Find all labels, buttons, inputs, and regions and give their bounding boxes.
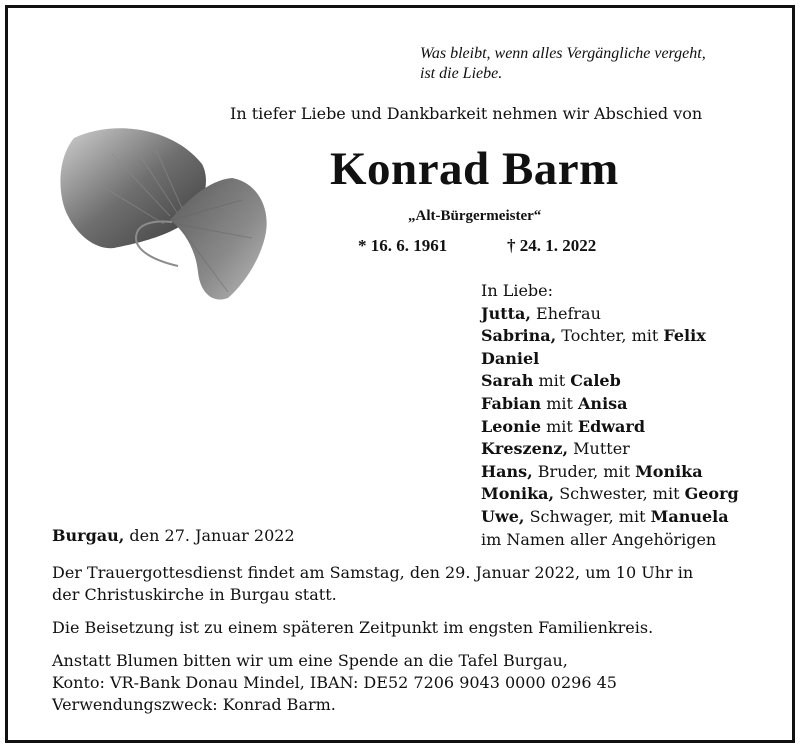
partner-name: Felix (663, 326, 706, 346)
family-closing: im Namen aller Angehörigen (481, 529, 717, 549)
deceased-name: Konrad Barm (330, 143, 619, 195)
relation: Schwager, mit (524, 506, 651, 526)
list-item (481, 483, 781, 506)
donation-info (52, 650, 752, 716)
relative-name: Sabrina, (481, 326, 557, 346)
relative-name: Kreszenz, (481, 439, 569, 459)
service-info (52, 562, 752, 606)
relative-name: Leonie (481, 416, 541, 436)
deceased-title: „Alt-Bürgermeister“ (408, 208, 542, 224)
relation: Mutter (568, 439, 630, 459)
service-line-2: der Christuskirche in Burgau statt. (52, 585, 337, 604)
list-item (481, 348, 781, 371)
birth-date: * 16. 6. 1961 (358, 236, 448, 255)
relative-name: Fabian (481, 393, 542, 413)
list-item (481, 370, 781, 393)
relative-name: Monika, (481, 484, 555, 504)
place-date (52, 526, 295, 545)
relation: mit (533, 371, 571, 391)
relation: mit (541, 416, 578, 436)
list-item (481, 393, 781, 416)
relative-name: Jutta, (481, 303, 531, 323)
donation-line-3: Verwendungszweck: Konrad Barm. (52, 695, 336, 714)
list-item (481, 506, 781, 529)
relation: Schwester, mit (554, 484, 685, 504)
relation: Bruder, mit (532, 461, 636, 481)
ginkgo-leaves-icon (52, 120, 274, 305)
relation: Tochter, mit (556, 326, 664, 346)
partner-name: Georg (684, 484, 739, 504)
partner-name: Edward (577, 416, 646, 436)
donation-line-2: Konto: VR-Bank Donau Mindel, IBAN: DE52 7206 9043 0000 0296 45 (52, 673, 617, 692)
quote-line-2: ist die Liebe. (420, 65, 503, 82)
list-item (481, 325, 781, 348)
list-item (481, 303, 781, 326)
family-heading: In Liebe: (481, 281, 554, 300)
notice-date: den 27. Januar 2022 (124, 526, 295, 545)
list-item (481, 416, 781, 439)
relative-name: Hans, (481, 461, 533, 481)
donation-line-1: Anstatt Blumen bitten wir um eine Spende an die Tafel Burgau, (52, 651, 568, 670)
service-line-1: Der Trauergottesdienst findet am Samstag, den 29. Januar 2022, um 10 Uhr in (52, 563, 694, 582)
death-date: † 24. 1. 2022 (507, 236, 597, 255)
burial-info: Die Beisetzung ist zu einem späteren Zeitpunkt im engsten Familienkreis. (52, 618, 654, 637)
partner-name: Monika (635, 461, 703, 481)
family-list (481, 280, 781, 551)
relative-name: Sarah (481, 371, 534, 391)
memorial-quote (420, 44, 770, 84)
relation: Ehefrau (530, 303, 601, 323)
list-item (481, 461, 781, 484)
quote-line-1: Was bleibt, wenn alles Vergängliche vergeht, (420, 45, 706, 62)
partner-name: Caleb (570, 371, 621, 391)
relative-name: Uwe, (481, 506, 525, 526)
partner-name: Anisa (578, 393, 628, 413)
place-city: Burgau, (52, 526, 125, 545)
partner-name: Manuela (650, 506, 729, 526)
list-item (481, 438, 781, 461)
relative-name: Daniel (481, 348, 540, 368)
farewell-intro: In tiefer Liebe und Dankbarkeit nehmen wir Abschied von (230, 104, 703, 123)
relation: mit (541, 393, 579, 413)
